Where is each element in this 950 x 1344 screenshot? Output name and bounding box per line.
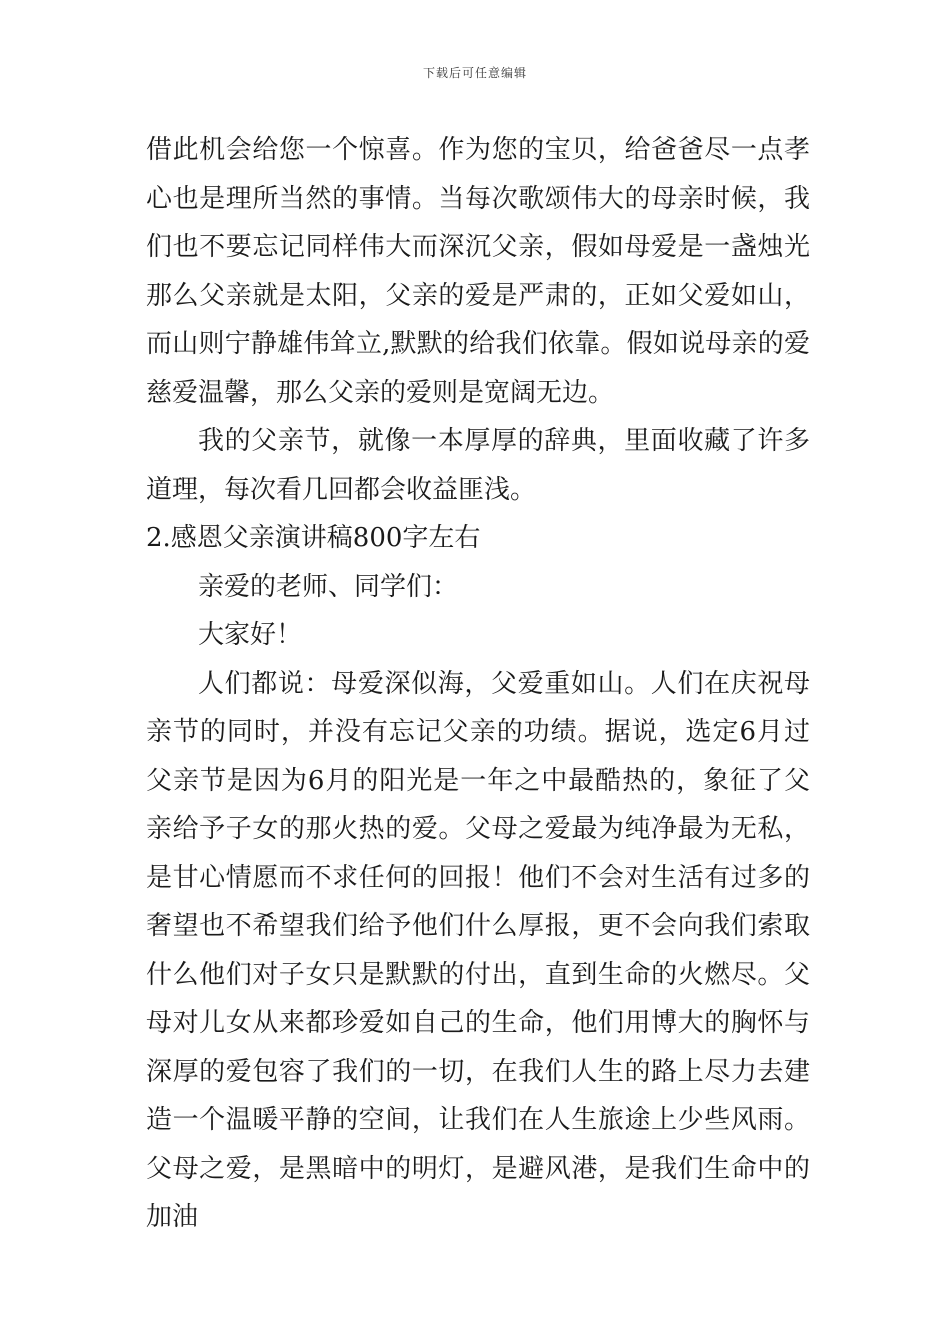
greeting: 大家好！ <box>198 620 303 650</box>
section-heading: 2.感恩父亲演讲稿800字左右 <box>146 523 481 553</box>
paragraph-speech-body: 人们都说：母爱深似海，父爱重如山。人们在庆祝母亲节的同时，并没有忘记父亲的功绩。据说，选定6月过父亲节是因为6月的阳光是一年之中最酷热的，象征了父亲给予子女的那火热的爱。父母之爱最为纯净最为无私，是甘心情愿而不求任何的回报！他们不会对生活有过多的奢望也不希望我们给予他们什么厚报，更不会向我们索取什么他们对子女只是默默的付出，直到生命的火燃尽。父母对儿女从来都珍爱如自己的生命，他们用博大的胸怀与深厚的爱包容了我们的一切，在我们人生的路上尽力去建造一个温暖平静的空间，让我们在人生旅途上少些风雨。父母之爱，是黑暗中的明灯，是避风港，是我们生命中的加油 <box>146 668 810 1232</box>
paragraph-fathers-day: 我的父亲节，就像一本厚厚的辞典，里面收藏了许多道理，每次看几回都会收益匪浅。 <box>146 426 810 505</box>
salutation: 亲爱的老师、同学们： <box>198 571 459 602</box>
page-header: 下载后可任意编辑 <box>422 66 527 80</box>
paragraph-continuation: 借此机会给您一个惊喜。作为您的宝贝，给爸爸尽一点孝心也是理所当然的事情。当每次歌颂伟大的母亲时候，我们也不要忘记同样伟大而深沉父亲，假如母爱是一盏烛光那么父亲就是太阳，父亲的爱是严肃的，正如父爱如山，而山则宁静雄伟耸立,默默的给我们依靠。假如说母亲的爱慈爱温馨，那么父亲的爱则是宽阔无边。 <box>146 135 810 408</box>
document-body <box>146 126 810 1242</box>
